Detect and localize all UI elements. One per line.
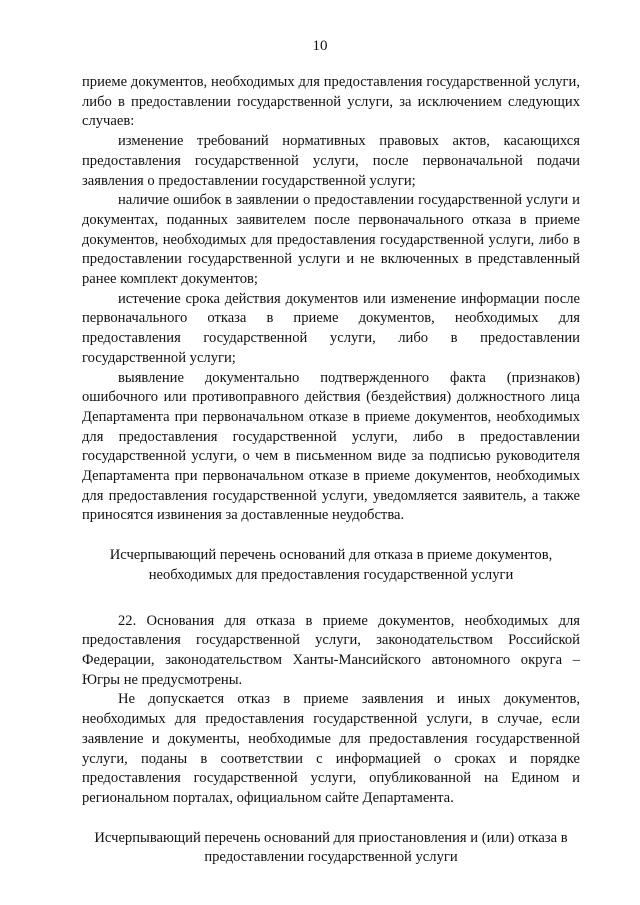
section-heading-suspension: Исчерпывающий перечень оснований для приостановления и (или) отказа в предоставлении государственной услуги [94, 829, 568, 866]
document-body [82, 73, 580, 868]
paragraph-exception-4: выявление документально подтвержденного факта (признаков) ошибочного или противоправного действия (бездействия) должностного лица Департамента при первоначальном отказе в приеме документов, необходимых для предоставления государственной услуги, либо в предоставлении государственной услуги, о чем в письменном виде за подписью руководителя Департамента при первоначальном отказе в приеме документов, необходимых для предоставления государственной услуги, уведомляется заявитель, а также приносятся извинения за доставленные неудобства. [82, 369, 580, 524]
paragraph-22: 22. Основания для отказа в приеме документов, необходимых для предоставления государственной услуги, законодательством Российской Федерации, законодательством Ханты-Мансийского автономного округа – Югры не предусмотрены. [82, 612, 580, 688]
paragraph-exception-1: изменение требований нормативных правовых актов, касающихся предоставления государственной услуги, после первоначальной подачи заявления о предоставлении государственной услуги; [82, 133, 580, 189]
paragraph-continuation: приеме документов, необходимых для предоставления государственной услуги, либо в предоставлении государственной услуги, за исключением следующих случаев: [82, 74, 580, 130]
section-heading-refusal-reception: Исчерпывающий перечень оснований для отказа в приеме документов, необходимых для предоставления государственной услуги [109, 547, 553, 583]
paragraph-exception-2: наличие ошибок в заявлении о предоставлении государственной услуги и документах, поданных заявителем после первоначального отказа в приеме документов, необходимых для предоставления государственной услуги, либо в предоставлении государственной услуги и не включенных в представленный ранее комплект документов; [82, 192, 580, 288]
page-number: 10 [312, 38, 328, 54]
paragraph-not-allowed: Не допускается отказ в приеме заявления и иных документов, необходимых для предоставления государственной услуги, в случае, если заявление и документы, необходимые для предоставления государственной услуги, поданы в соответствии с информацией о сроках и порядке предоставления государственной услуги, опубликованной на Едином и региональном порталах, официальном сайте Департамента. [82, 691, 580, 806]
paragraph-exception-3: истечение срока действия документов или изменение информации после первоначального отказа в приеме документов, необходимых для предоставления государственной услуги, либо в предоставлении государственной услуги; [82, 290, 580, 366]
